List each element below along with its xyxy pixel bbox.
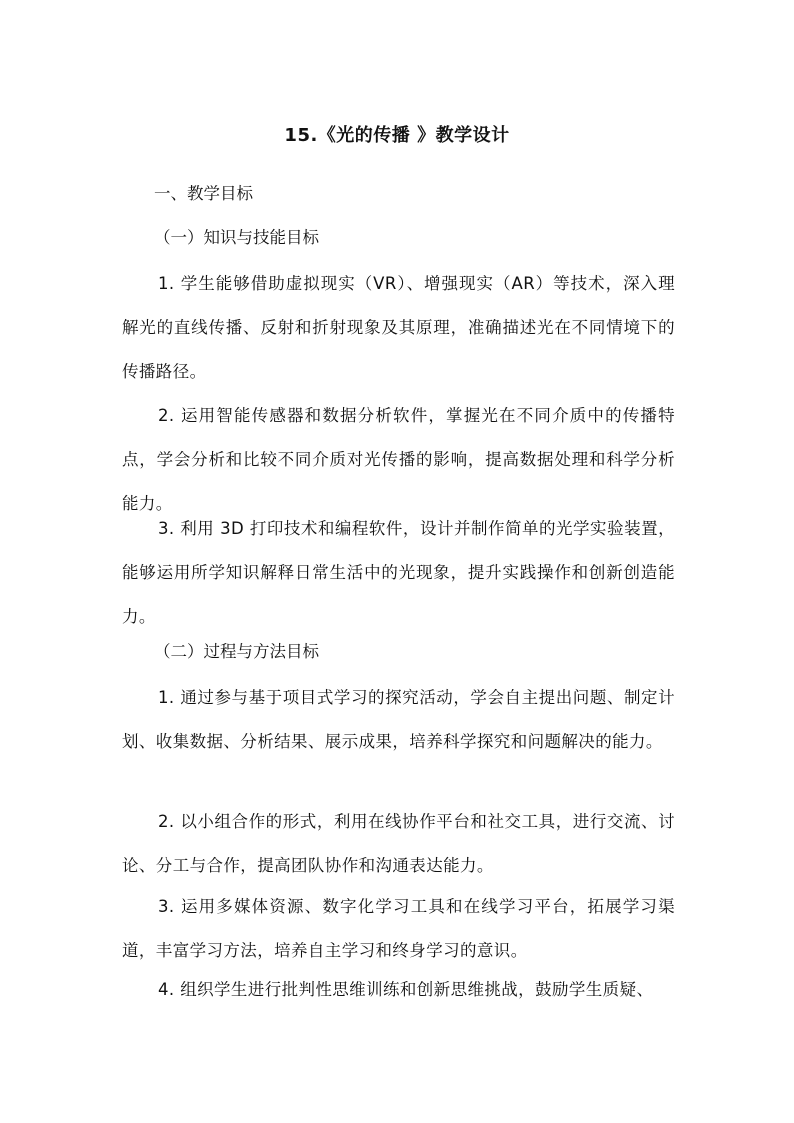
paragraph-process-1: 1. 通过参与基于项目式学习的探究活动，学会自主提出问题、制定计划、收集数据、分析结果、展示成果，培养科学探究和问题解决的能力。 <box>122 688 675 752</box>
section-heading-teaching-goals: 一、教学目标 <box>154 184 253 203</box>
subsection-heading-knowledge-skills: （一）知识与技能目标 <box>154 228 319 247</box>
paragraph-knowledge-1: 1. 学生能够借助虚拟现实（VR）、增强现实（AR）等技术，深入理解光的直线传播、反射和折射现象及其原理，准确描述光在不同情境下的传播路径。 <box>122 274 675 382</box>
paragraph-knowledge-2: 2. 运用智能传感器和数据分析软件，掌握光在不同介质中的传播特点，学会分析和比较不同介质对光传播的影响，提高数据处理和科学分析能力。 <box>122 406 675 514</box>
paragraph-process-2: 2. 以小组合作的形式，利用在线协作平台和社交工具，进行交流、讨论、分工与合作，提高团队协作和沟通表达能力。 <box>122 812 675 876</box>
subsection-heading-process-methods: （二）过程与方法目标 <box>154 642 319 661</box>
paragraph-knowledge-3: 3. 利用 3D 打印技术和编程软件，设计并制作简单的光学实验装置，能够运用所学知识解释日常生活中的光现象，提升实践操作和创新创造能力。 <box>122 519 675 627</box>
paragraph-process-3: 3. 运用多媒体资源、数字化学习工具和在线学习平台，拓展学习渠道，丰富学习方法，培养自主学习和终身学习的意识。 <box>122 897 675 961</box>
paragraph-process-4: 4. 组织学生进行批判性思维训练和创新思维挑战，鼓励学生质疑、 <box>158 980 654 999</box>
document-title: 15.《光的传播 》教学设计 <box>284 125 510 146</box>
